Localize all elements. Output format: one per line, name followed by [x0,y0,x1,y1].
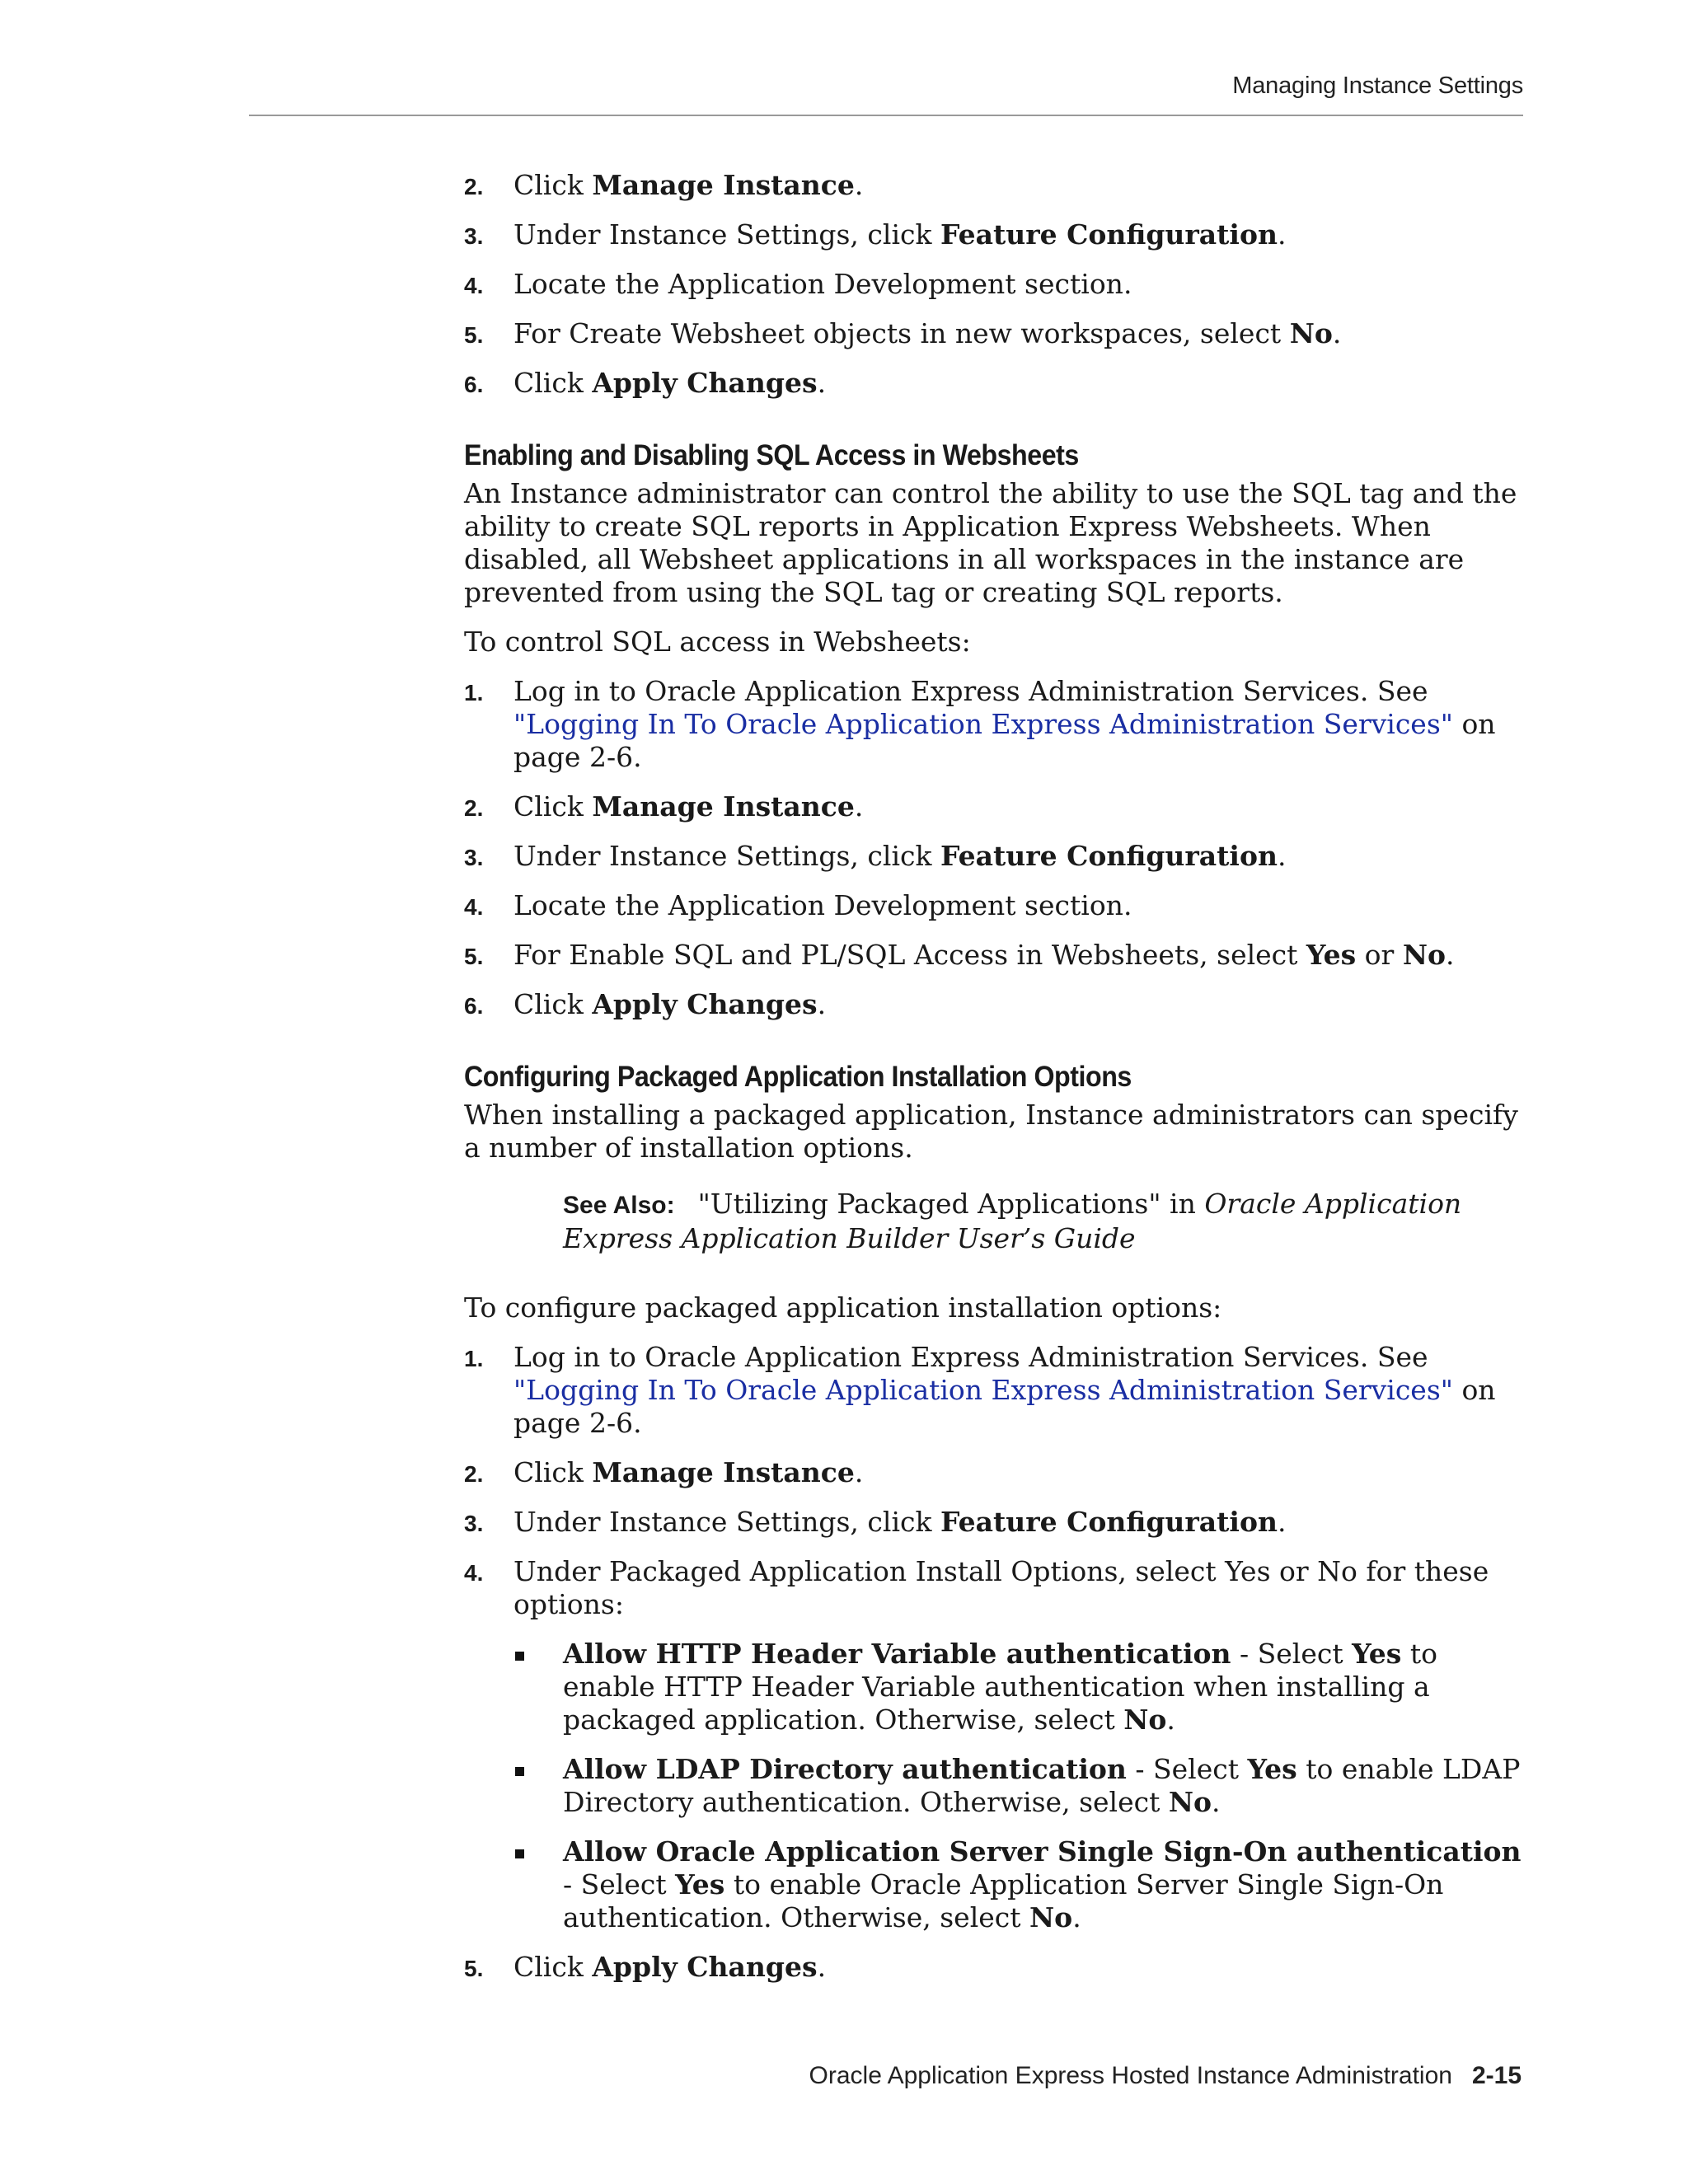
footer-title: Oracle Application Express Hosted Instance Administration [809,2062,1452,2089]
section-heading-packaged: Configuring Packaged Application Installation Options [464,1061,1132,1093]
list-item: 3. Under Instance Settings, click Feature Configuration. [464,840,1287,872]
packaged-steps [464,1341,1525,1984]
page-number: 2-15 [1471,2062,1522,2089]
cross-reference-link[interactable]: "Logging In To Oracle Application Express Administration Services" [513,708,1453,740]
option-bullets [513,1638,1525,1934]
sql-paragraph: An Instance administrator can control the ability to use the SQL tag and the ability to create SQL reports in Application Express Websheets. When disabled, all Websheet applications in all workspaces in the instance are prevented from using the SQL tag or creating SQL reports. [464,477,1517,608]
cross-reference-link[interactable]: "Logging In To Oracle Application Express Administration Services" [513,1374,1453,1406]
packaged-lead: To configure packaged application installation options: [464,1291,1222,1324]
list-item: 2. Click Manage Instance. [464,1456,864,1488]
list-item: 3. Under Instance Settings, click Feature Configuration. [464,1506,1287,1538]
list-item: 1. Log in to Oracle Application Express Administration Services. See "Logging In To Oracle Application Express Administration Services" on page 2-6. [464,1341,1496,1439]
running-footer [809,2062,1522,2090]
packaged-paragraph: When installing a packaged application, Instance administrators can specify a number of installation options. [464,1099,1518,1164]
page-content [464,169,1525,2000]
bullet-item: Allow LDAP Directory authentication - Select Yes to enable LDAP Directory authentication. Otherwise, select No. [513,1753,1525,1819]
list-item: 5. For Enable SQL and PL/SQL Access in Websheets, select Yes or No. [464,939,1455,971]
sql-steps [464,675,1525,1021]
see-also-label: See Also: [563,1192,675,1219]
list-item: 2. Click Manage Instance. [464,790,864,823]
list-item: 3. Under Instance Settings, click Feature Configuration. [464,218,1287,251]
bullet-square-icon [515,1652,524,1661]
list-item: 5. For Create Websheet objects in new workspaces, select No. [464,317,1342,349]
bullet-square-icon [515,1767,524,1776]
bullet-square-icon [515,1849,524,1858]
running-header: Managing Instance Settings [1232,73,1523,99]
list-item: 6. Click Apply Changes. [464,367,827,399]
list-item: 4. Locate the Application Development section. [464,889,1132,921]
list-item: 4. Under Packaged Application Install Options, select Yes or No for these options: Allow HTTP Header Variable authentication - Select Yes to enable HTTP Header Variable authentication when installing a packaged application. Otherwise, select No. Allow LDAP Directory authentication - Select Yes to enable LDAP Directory authentication. Otherwise, select No. Allow Oracle Application Server Single Sign-On authentication - Select Yes to enable Oracle Application Server Single Sign-On authentication. Otherwise, select No. [464,1555,1525,1934]
header-rule [249,115,1523,116]
section-heading-sql: Enabling and Disabling SQL Access in Websheets [464,439,1079,471]
list-item: 4. Locate the Application Development section. [464,268,1132,300]
list-item: 1. Log in to Oracle Application Express Administration Services. See "Logging In To Oracle Application Express Administration Services" on page 2-6. [464,675,1496,773]
see-also-note: See Also: "Utilizing Packaged Applications" in Oracle Application Express Application Builder User’s Guide [563,1188,1462,1254]
intro-steps [464,169,1525,400]
book-title: Oracle Application Express Application Builder User’s Guide [563,1188,1462,1254]
bullet-item: Allow Oracle Application Server Single Sign-On authentication - Select Yes to enable Oracle Application Server Single Sign-On authentication. Otherwise, select No. [513,1835,1525,1934]
bullet-item: Allow HTTP Header Variable authentication - Select Yes to enable HTTP Header Variable authentication when installing a packaged application. Otherwise, select No. [513,1638,1525,1736]
list-item: 5. Click Apply Changes. [464,1951,827,1983]
list-item: 2. Click Manage Instance. [464,169,864,201]
list-item: 6. Click Apply Changes. [464,988,827,1020]
sql-lead: To control SQL access in Websheets: [464,626,971,658]
